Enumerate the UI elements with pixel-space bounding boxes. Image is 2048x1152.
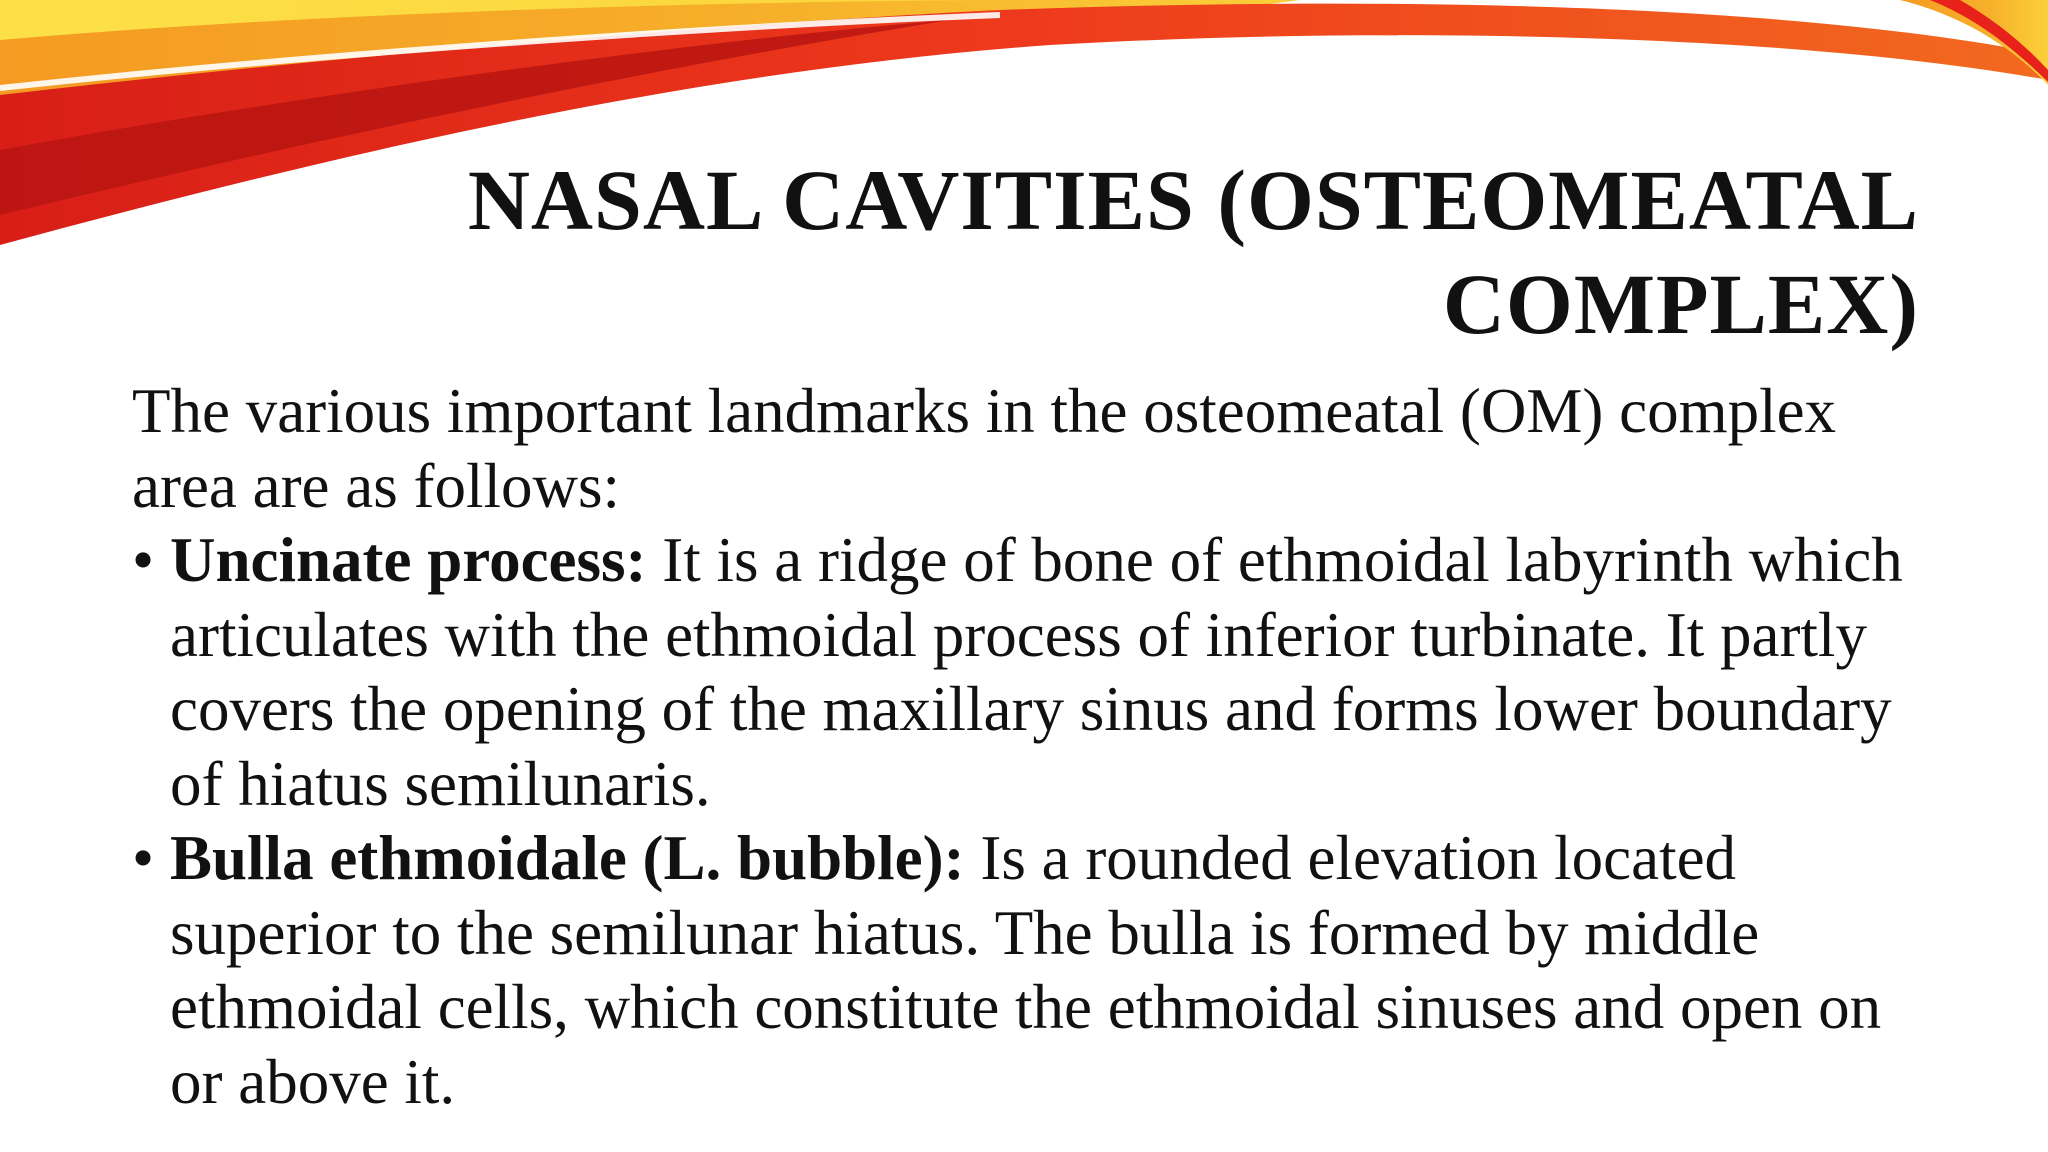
bullet-text: Is a rounded elevation located superior to the semilunar hiatus. The bulla is formed by middle ethmoidal cells, which constitute the ethmoidal sinuses and open on or above it.: [170, 823, 1882, 1117]
bullet-term: Bulla ethmoidale (L. bubble):: [170, 823, 965, 893]
intro-paragraph: The various important landmarks in the osteomeatal (OM) complex area are as follows:: [132, 376, 1837, 521]
bullet-text: It is a ridge of bone of ethmoidal labyrinth which articulates with the ethmoidal process of inferior turbinate. It partly covers the opening of the maxillary sinus and forms lower boundary of hiatus semilunaris.: [170, 525, 1903, 819]
bullet-list: [132, 523, 1932, 1119]
bullet-term: Uncinate process:: [170, 525, 647, 595]
title-line-2: COMPLEX): [1442, 256, 1919, 352]
slide-title: [219, 148, 1919, 356]
bullet-bulla-ethmoidale: [132, 821, 1932, 1119]
bullet-marker: •: [132, 823, 155, 893]
title-line-1: NASAL CAVITIES (OSTEOMEATAL: [467, 152, 1919, 248]
bullet-marker: •: [132, 525, 155, 595]
slide-body: [132, 374, 1932, 1119]
bullet-uncinate-process: [132, 523, 1932, 821]
